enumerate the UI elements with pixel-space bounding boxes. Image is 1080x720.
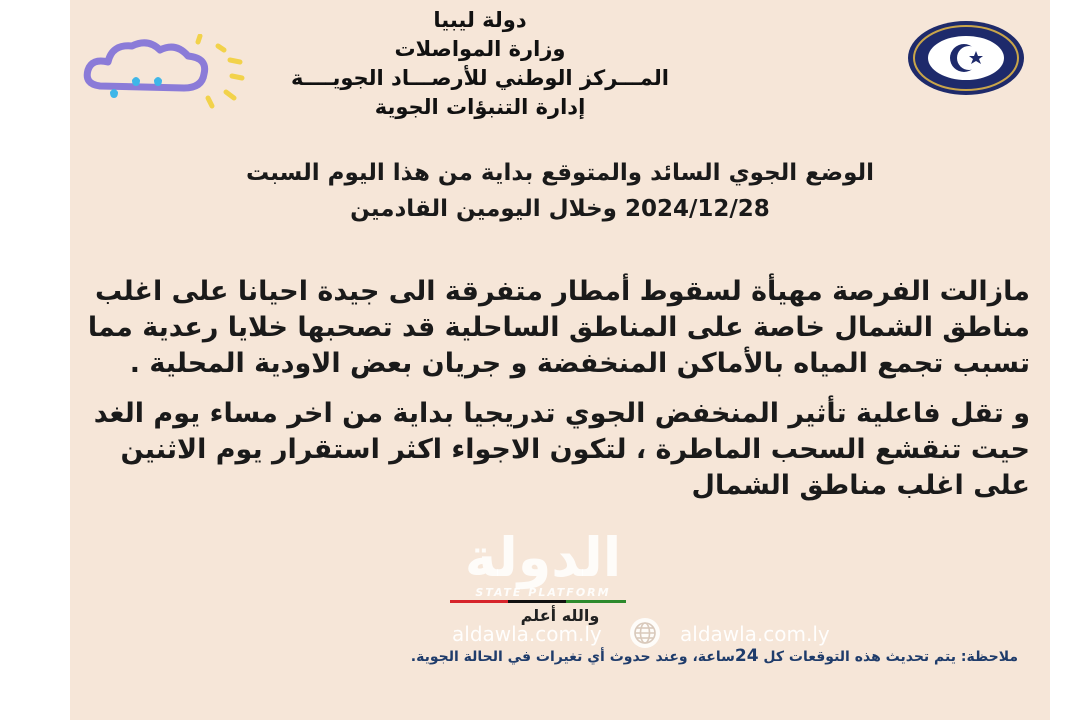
subtitle-line-2: 2024/12/28 وخلال اليومين القادمين [350, 196, 770, 222]
forecast-body [70, 274, 1042, 518]
note-prefix: ملاحظة: يتم تحديث هذه التوقعات كل [758, 649, 1018, 665]
watermark-url-left: aldawla.com.ly [452, 622, 602, 646]
note-hours: 24 [734, 646, 759, 666]
watermark-url-right: aldawla.com.ly [680, 622, 830, 646]
header-center: المـــركز الوطني للأرصـــاد الجويــــة [291, 66, 669, 90]
forecast-paragraph-1: مازالت الفرصة مهيأة لسقوط أمطار متفرقة الى جيدة احيانا على اغلب مناطق الشمال خاصة على المناطق الساحلية قد تصحبها خلايا رعدية مما تسبب تجمع المياه بالأماكن المنخفضة و جريان بعض الاودية المحلية . [87, 276, 1030, 379]
note-suffix: ساعة، وعند حدوث أي تغيرات في الحالة الجوية. [410, 649, 735, 665]
bulletin-subtitle [70, 155, 1050, 227]
cloud-rain-sun-icon [80, 34, 260, 114]
signoff: والله أعلم [520, 606, 600, 625]
header-department: إدارة التنبؤات الجوية [374, 95, 586, 119]
watermark-logo [448, 526, 638, 602]
bulletin-page [70, 0, 1050, 720]
globe-icon [628, 616, 662, 650]
watermark-logo-subtitle: STATE PLATFORM [475, 586, 611, 599]
header-ministry: وزارة المواصلات [394, 37, 566, 61]
watermark-logo-text: الدولة [464, 526, 622, 589]
forecast-paragraph-2: و تقل فاعلية تأثير المنخفض الجوي تدريجيا بداية من اخر مساء يوم الغد حيت تنقشع السحب الماطرة ، لتكون الاجواء اكثر استقرار يوم الاثنين على اغلب مناطق الشمال [93, 398, 1030, 501]
header-country: دولة ليبيا [433, 8, 527, 32]
update-note [178, 646, 1018, 666]
libya-ministry-seal-icon [906, 20, 1026, 96]
watermark-flag-bar [450, 600, 626, 603]
subtitle-line-1: الوضع الجوي السائد والمتوقع بداية من هذا اليوم السبت [245, 160, 875, 186]
